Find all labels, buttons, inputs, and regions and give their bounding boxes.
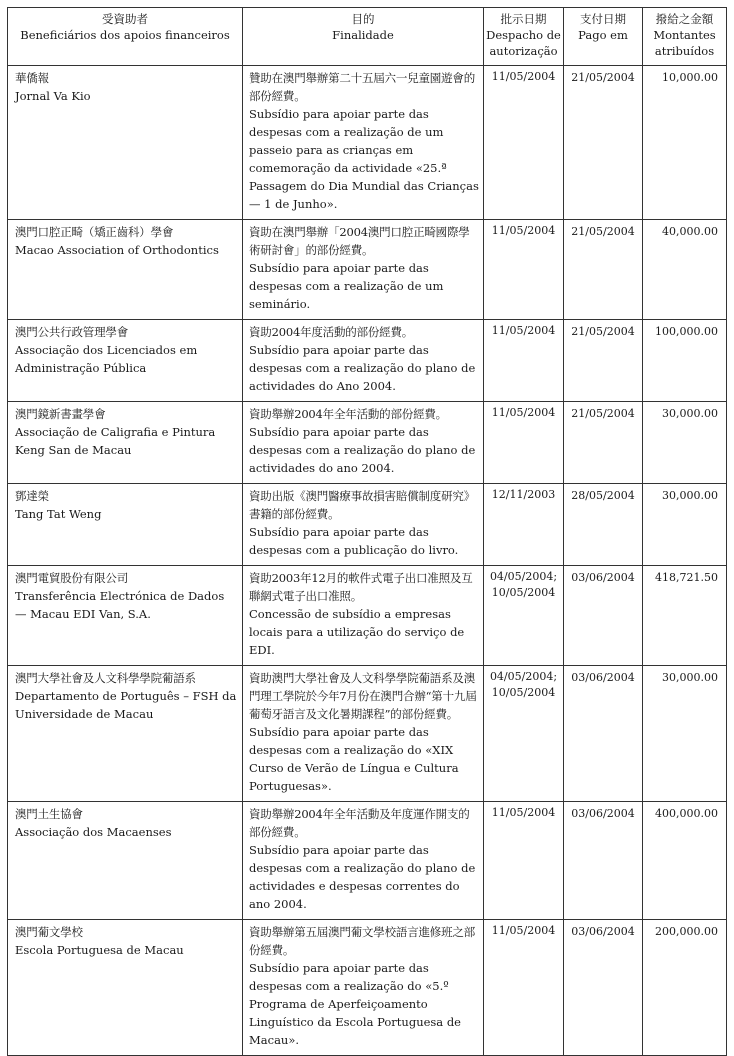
purpose-zh: 資助2003年12月的軟件式電子出口准照及互聯網式電子出口准照。 [249, 571, 473, 603]
beneficiary-cell [8, 484, 243, 566]
approval-date-line: 11/05/2004 [491, 406, 556, 419]
approval-date-cell [484, 920, 564, 1056]
purpose-cell [243, 666, 484, 802]
header-approval-zh: 批示日期 [500, 12, 547, 26]
purpose-cell [243, 920, 484, 1056]
approval-date-line: 04/05/2004; [489, 670, 558, 683]
purpose-cell [243, 402, 484, 484]
beneficiary-pt: Departamento de Português – FSH da Universidade de Macau [15, 689, 237, 721]
approval-date-line: 11/05/2004 [491, 324, 556, 337]
purpose-pt: Subsídio para apoiar parte das despesas com a realização do plano de actividades do ano 2004. [249, 425, 476, 475]
paid-date-cell: 03/06/2004 [564, 566, 643, 666]
beneficiary-zh: 澳門土生協會 [15, 807, 83, 821]
header-purpose-pt: Finalidade [332, 28, 394, 42]
beneficiary-zh: 華僑報 [15, 71, 49, 85]
purpose-pt: Subsídio para apoiar parte das despesas com a realização do plano de actividades do Ano 2004. [249, 343, 476, 393]
header-amount-pt: Montantes atribuídos [653, 28, 716, 58]
paid-date-cell: 03/06/2004 [564, 666, 643, 802]
table-row [8, 802, 727, 920]
amount-cell: 418,721.50 [643, 566, 727, 666]
approval-date-cell [484, 802, 564, 920]
header-amount [643, 8, 727, 66]
header-approval-date [484, 8, 564, 66]
header-paid-zh: 支付日期 [580, 12, 626, 26]
beneficiary-pt: Tang Tat Weng [15, 507, 102, 521]
approval-date-line: 11/05/2004 [491, 224, 556, 237]
paid-date-cell: 28/05/2004 [564, 484, 643, 566]
purpose-zh: 資助2004年度活動的部份經費。 [249, 325, 414, 339]
amount-cell: 30,000.00 [643, 402, 727, 484]
paid-date-cell: 03/06/2004 [564, 802, 643, 920]
table-row [8, 566, 727, 666]
approval-date-cell [484, 320, 564, 402]
approval-date-line: 10/05/2004 [491, 686, 556, 699]
header-paid-pt: Pago em [578, 28, 628, 42]
approval-date-line: 10/05/2004 [491, 586, 556, 599]
purpose-pt: Subsídio para apoiar parte das despesas com a realização de um passeio para as crianças em comemoração da actividade «25.ª Passagem do Dia Mundial das Crianças — 1 de Junho». [249, 107, 479, 211]
approval-date-cell [484, 220, 564, 320]
amount-cell: 30,000.00 [643, 484, 727, 566]
header-beneficiary [8, 8, 243, 66]
purpose-cell [243, 484, 484, 566]
beneficiary-cell [8, 666, 243, 802]
purpose-cell [243, 802, 484, 920]
purpose-pt: Subsídio para apoiar parte das despesas com a realização do «XIX Curso de Verão de Língua e Cultura Portuguesas». [249, 725, 459, 793]
purpose-pt: Subsídio para apoiar parte das despesas com a publicação do livro. [249, 525, 459, 557]
beneficiary-cell [8, 66, 243, 220]
beneficiary-pt: Associação dos Macaenses [15, 825, 172, 839]
beneficiary-pt: Macao Association of Orthodontics [15, 243, 219, 257]
purpose-zh: 資助舉辦2004年全年活動及年度運作開支的部份經費。 [249, 807, 470, 839]
header-paid-date [564, 8, 643, 66]
paid-date-cell: 03/06/2004 [564, 920, 643, 1056]
beneficiary-zh: 澳門電貿股份有限公司 [15, 571, 128, 585]
purpose-cell [243, 66, 484, 220]
approval-date-cell [484, 484, 564, 566]
approval-date-line: 11/05/2004 [491, 806, 556, 819]
paid-date-cell: 21/05/2004 [564, 402, 643, 484]
beneficiary-pt: Transferência Electrónica de Dados — Macau EDI Van, S.A. [15, 589, 225, 621]
amount-cell: 40,000.00 [643, 220, 727, 320]
table-row [8, 66, 727, 220]
purpose-cell [243, 220, 484, 320]
purpose-pt: Concessão de subsídio a empresas locais para a utilização do serviço de EDI. [249, 607, 465, 657]
table-row [8, 484, 727, 566]
beneficiary-zh: 澳門公共行政管理學會 [15, 325, 128, 339]
beneficiary-zh: 澳門口腔正畸（矯正齒科）學會 [15, 225, 174, 239]
beneficiary-cell [8, 320, 243, 402]
paid-date-cell: 21/05/2004 [564, 66, 643, 220]
amount-cell: 100,000.00 [643, 320, 727, 402]
purpose-zh: 資助出版《澳門醫療事故損害賠償制度研究》書籍的部份經費。 [249, 489, 475, 521]
table-row [8, 666, 727, 802]
beneficiary-pt: Associação dos Licenciados em Administração Pública [15, 343, 198, 375]
purpose-pt: Subsídio para apoiar parte das despesas com a realização de um seminário. [249, 261, 444, 311]
approval-date-line: 12/11/2003 [491, 488, 556, 501]
header-amount-zh: 撥給之金額 [655, 12, 714, 26]
purpose-zh: 資助在澳門舉辦「2004澳門口腔正畸國際學術研討會」的部份經費。 [249, 225, 470, 257]
beneficiary-cell [8, 802, 243, 920]
amount-cell: 400,000.00 [643, 802, 727, 920]
approval-date-line: 04/05/2004; [489, 570, 558, 583]
beneficiary-cell [8, 220, 243, 320]
header-purpose-zh: 目的 [351, 12, 375, 26]
table-row [8, 320, 727, 402]
purpose-pt: Subsídio para apoiar parte das despesas com a realização do plano de actividades e despesas correntes do ano 2004. [249, 843, 476, 911]
table-row [8, 920, 727, 1056]
paid-date-cell: 21/05/2004 [564, 320, 643, 402]
purpose-zh: 資助舉辦第五屆澳門葡文學校語言進修班之部份經費。 [249, 925, 475, 957]
purpose-zh: 贊助在澳門舉辦第二十五屆六一兒童園遊會的部份經費。 [249, 71, 475, 103]
table-row [8, 402, 727, 484]
purpose-pt: Subsídio para apoiar parte das despesas com a realização do «5.º Programa de Aperfeiçoamento Linguístico da Escola Portuguesa de Macau». [249, 961, 461, 1047]
approval-date-cell [484, 566, 564, 666]
purpose-zh: 資助澳門大學社會及人文科學學院葡語系及澳門理工學院於今年7月份在澳門合辦“第十九屆葡萄牙語言及文化暑期課程”的部份經費。 [249, 671, 477, 721]
beneficiary-cell [8, 566, 243, 666]
approval-date-cell [484, 666, 564, 802]
beneficiary-pt: Associação de Caligrafia e Pintura Keng San de Macau [15, 425, 216, 457]
header-beneficiary-pt: Beneficiários dos apoios financeiros [20, 28, 230, 42]
beneficiary-cell [8, 402, 243, 484]
beneficiary-zh: 澳門葡文學校 [15, 925, 83, 939]
header-purpose [243, 8, 484, 66]
approval-date-cell [484, 66, 564, 220]
subsidy-table [7, 7, 727, 1056]
approval-date-cell [484, 402, 564, 484]
beneficiary-cell [8, 920, 243, 1056]
beneficiary-zh: 鄧達榮 [15, 489, 49, 503]
table-row [8, 220, 727, 320]
amount-cell: 30,000.00 [643, 666, 727, 802]
table-header-row [8, 8, 727, 66]
approval-date-line: 11/05/2004 [491, 70, 556, 83]
approval-date-line: 11/05/2004 [491, 924, 556, 937]
purpose-cell [243, 566, 484, 666]
beneficiary-pt: Escola Portuguesa de Macau [15, 943, 184, 957]
beneficiary-zh: 澳門鏡新書畫學會 [15, 407, 106, 421]
header-beneficiary-zh: 受資助者 [102, 12, 148, 26]
beneficiary-pt: Jornal Va Kio [15, 89, 91, 103]
beneficiary-zh: 澳門大學社會及人文科學學院葡語系 [15, 671, 196, 685]
paid-date-cell: 21/05/2004 [564, 220, 643, 320]
purpose-cell [243, 320, 484, 402]
purpose-zh: 資助舉辦2004年全年活動的部份經費。 [249, 407, 447, 421]
header-approval-pt: Despacho de autorização [486, 28, 561, 58]
amount-cell: 10,000.00 [643, 66, 727, 220]
amount-cell: 200,000.00 [643, 920, 727, 1056]
